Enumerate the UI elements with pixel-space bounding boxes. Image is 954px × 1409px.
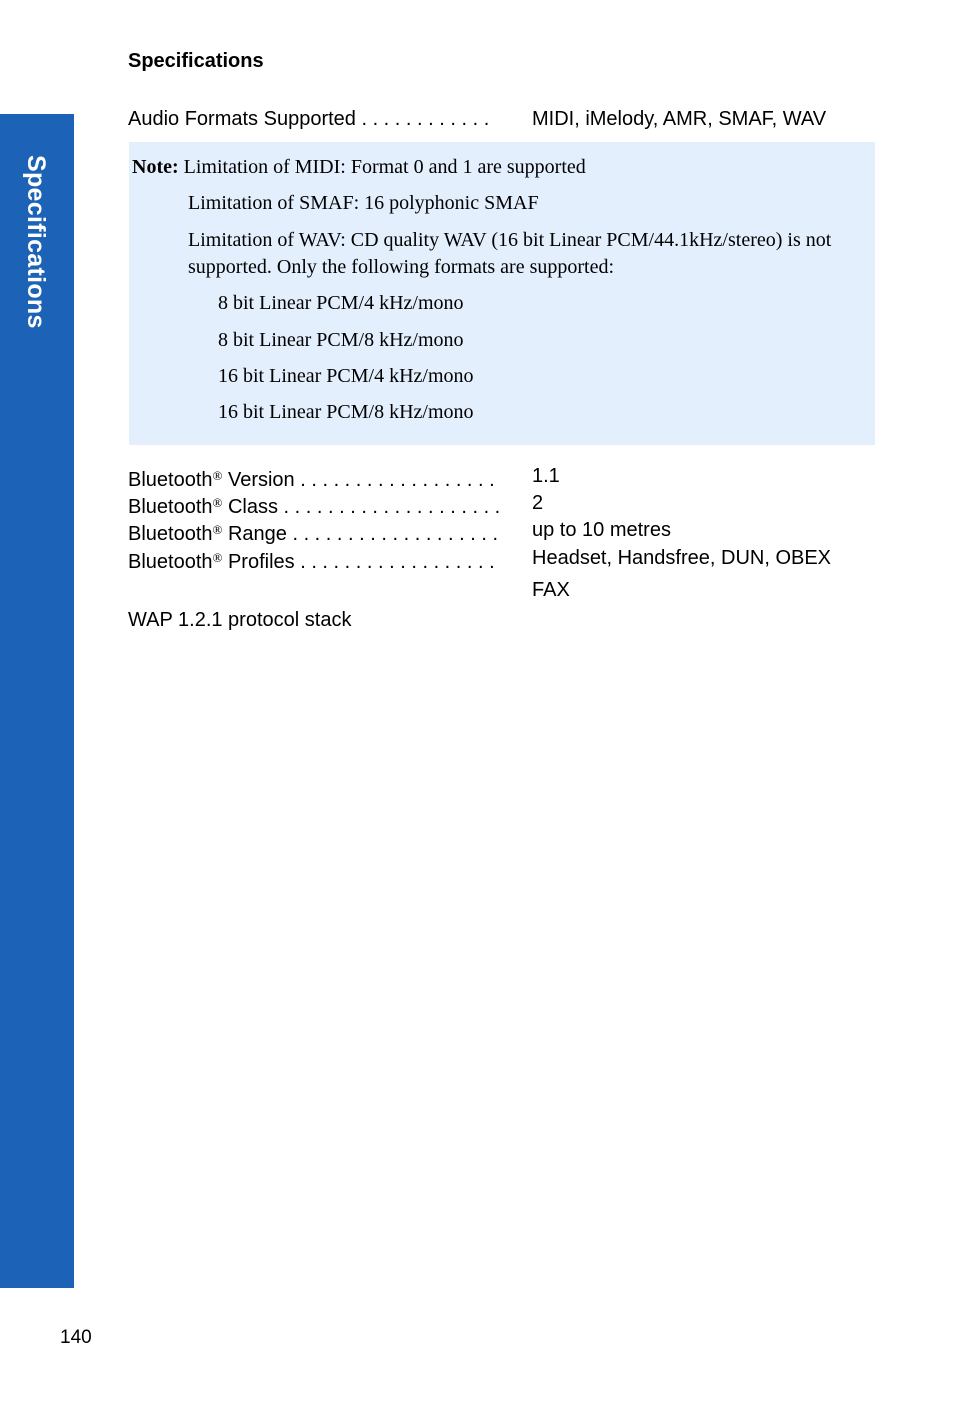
page-number: 140 (60, 1327, 92, 1348)
spec-label-text: Range . . . . . . . . . . . . . . . . . . . (222, 523, 499, 545)
spec-value: MIDI, iMelody, AMR, SMAF, WAV (532, 108, 827, 130)
spec-label-text: Class . . . . . . . . . . . . . . . . . . . . (222, 496, 501, 518)
spec-label-text: Version . . . . . . . . . . . . . . . . . . (222, 469, 495, 491)
spec-value: FAX (532, 579, 570, 601)
spec-label (128, 464, 495, 492)
brand-text: Bluetooth (128, 469, 213, 491)
side-tab-label: Specifications (22, 155, 50, 329)
spec-value: 2 (532, 492, 544, 514)
brand-text: Bluetooth (128, 551, 213, 573)
section-title: Specifications (128, 50, 264, 72)
spec-label: Audio Formats Supported . . . . . . . . . . . . (128, 108, 490, 130)
note-wav-line-2: supported. Only the following formats are supported: (188, 256, 615, 278)
registered-mark: ® (212, 550, 223, 565)
brand-text: Bluetooth (128, 496, 213, 518)
note-midi-text: Limitation of MIDI: Format 0 and 1 are supported (183, 156, 586, 178)
spec-value: Headset, Handsfree, DUN, OBEX (532, 547, 832, 569)
registered-mark: ® (212, 522, 223, 537)
spec-value: 1.1 (532, 465, 560, 487)
note-format-item: 16 bit Linear PCM/4 kHz/mono (218, 365, 474, 387)
note-format-item: 8 bit Linear PCM/8 kHz/mono (218, 329, 464, 351)
spec-label (128, 518, 498, 546)
note-midi-line (132, 155, 586, 179)
note-wav-line-1: Limitation of WAV: CD quality WAV (16 bit Linear PCM/44.1kHz/stereo) is not (188, 229, 832, 251)
spec-label-text: Profiles . . . . . . . . . . . . . . . . . . (222, 551, 495, 573)
spec-label (128, 546, 495, 574)
note-smaf-line: Limitation of SMAF: 16 polyphonic SMAF (188, 192, 539, 214)
brand-text: Bluetooth (128, 523, 213, 545)
note-format-item: 8 bit Linear PCM/4 kHz/mono (218, 292, 464, 314)
registered-mark: ® (212, 495, 223, 510)
registered-mark: ® (212, 468, 223, 483)
note-box (129, 142, 875, 445)
wap-line: WAP 1.2.1 protocol stack (128, 609, 352, 631)
note-label: Note: (132, 156, 179, 178)
spec-value: up to 10 metres (532, 519, 671, 541)
spec-label (128, 491, 500, 519)
note-format-item: 16 bit Linear PCM/8 kHz/mono (218, 401, 474, 423)
